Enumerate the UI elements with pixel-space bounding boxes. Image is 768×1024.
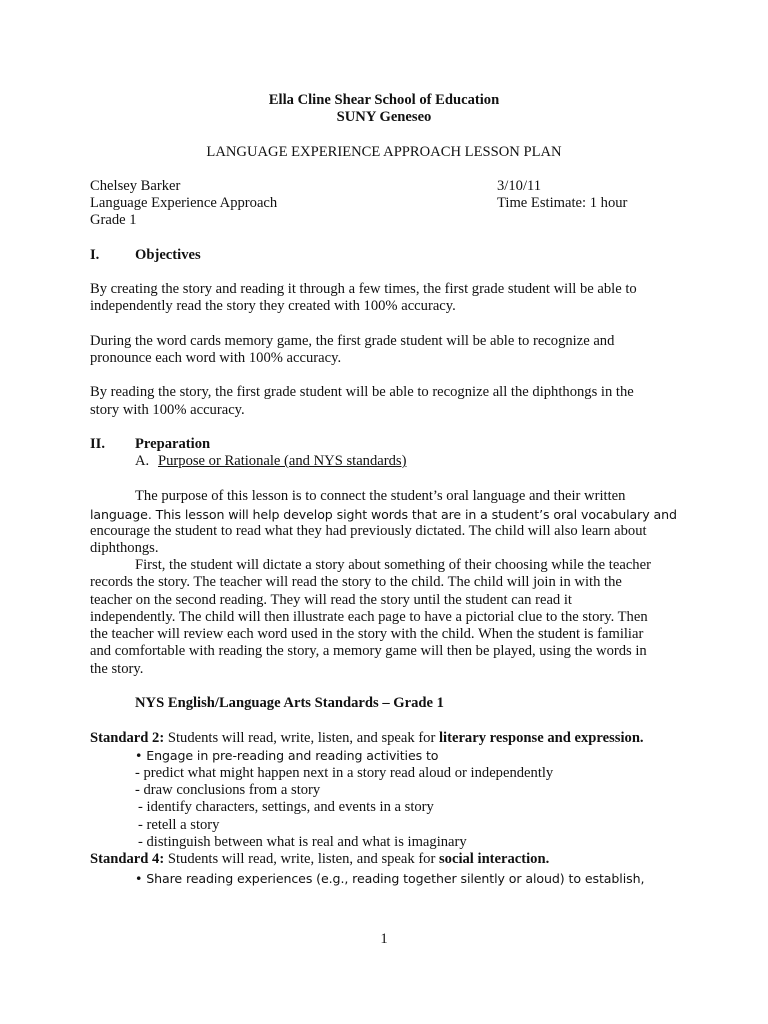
standard-4-focus: social interaction. [439, 851, 550, 867]
objective-2-line-2: pronounce each word with 100% accuracy. [90, 350, 342, 366]
lesson-topic: Language Experience Approach [90, 195, 278, 211]
standard-4-label: Standard 4: [90, 851, 165, 867]
rationale-line-1: The purpose of this lesson is to connect the student’s oral language and their written [135, 488, 626, 504]
standard-4-text: Students will read, write, listen, and speak for [164, 851, 439, 867]
grade-level: Grade 1 [90, 212, 137, 228]
objective-1-line-2: independently read the story they created with 100% accuracy. [90, 298, 456, 314]
procedure-line-6: and comfortable with reading the story, a memory game will then be played, using the words in [90, 643, 647, 659]
standard-2-text: Students will read, write, listen, and speak for [164, 730, 439, 746]
objective-3-line-2: story with 100% accuracy. [90, 402, 245, 418]
standard-2-focus: literary response and expression. [439, 730, 644, 746]
lesson-plan-title: LANGUAGE EXPERIENCE APPROACH LESSON PLAN [206, 144, 562, 160]
objective-1-line-1: By creating the story and reading it through a few times, the first grade student will be able to [90, 281, 637, 297]
standards-heading: NYS English/Language Arts Standards – Grade 1 [135, 695, 444, 711]
lesson-date: 3/10/11 [497, 178, 542, 194]
procedure-line-4: independently. The child will then illustrate each page to have a pictorial clue to the story. Then [90, 609, 648, 625]
standard-2-item: - distinguish between what is real and what is imaginary [138, 834, 467, 850]
standard-2-item: • Engage in pre-reading and reading activities to [135, 748, 439, 763]
procedure-line-7: the story. [90, 661, 144, 677]
standard-2-item: - predict what might happen next in a story read aloud or independently [135, 765, 554, 781]
page-number: 1 [380, 931, 388, 947]
standard-2-item: - retell a story [138, 817, 220, 833]
rationale-line-4: diphthongs. [90, 540, 159, 556]
subsection-a-title: Purpose or Rationale (and NYS standards) [158, 453, 407, 469]
procedure-line-1: First, the student will dictate a story about something of their choosing while the teacher [135, 557, 651, 573]
procedure-line-3: teacher on the second reading. They will read the story until the student can read it [90, 592, 572, 608]
time-estimate: Time Estimate: 1 hour [497, 195, 628, 211]
rationale-line-2: language. This lesson will help develop sight words that are in a student’s oral vocabulary and [90, 507, 677, 522]
rationale-line-3: encourage the student to read what they had previously dictated. The child will also learn about [90, 523, 647, 539]
standard-2-label: Standard 2: [90, 730, 165, 746]
procedure-line-2: records the story. The teacher will read the story to the child. The child will join in with the [90, 574, 622, 590]
section-1-number: I. [90, 247, 100, 263]
standard-4-item: • Share reading experiences (e.g., reading together silently or aloud) to establish, [135, 871, 645, 886]
objective-3-line-1: By reading the story, the first grade student will be able to recognize all the diphthongs in the [90, 384, 634, 400]
standard-2-line [90, 730, 644, 747]
standard-2-item: - draw conclusions from a story [135, 782, 321, 798]
standard-2-item: - identify characters, settings, and events in a story [138, 799, 434, 815]
subsection-a-letter: A. [135, 453, 150, 469]
procedure-line-5: the teacher will review each word used in the story with the child. When the student is familiar [90, 626, 644, 642]
section-1-title: Objectives [135, 247, 201, 263]
section-2-number: II. [90, 436, 106, 452]
author-name: Chelsey Barker [90, 178, 181, 194]
section-2-title: Preparation [135, 436, 211, 452]
university-name: SUNY Geneseo [336, 109, 432, 125]
standard-4-line [90, 851, 549, 868]
school-name: Ella Cline Shear School of Education [268, 92, 500, 108]
objective-2-line-1: During the word cards memory game, the first grade student will be able to recognize and [90, 333, 615, 349]
